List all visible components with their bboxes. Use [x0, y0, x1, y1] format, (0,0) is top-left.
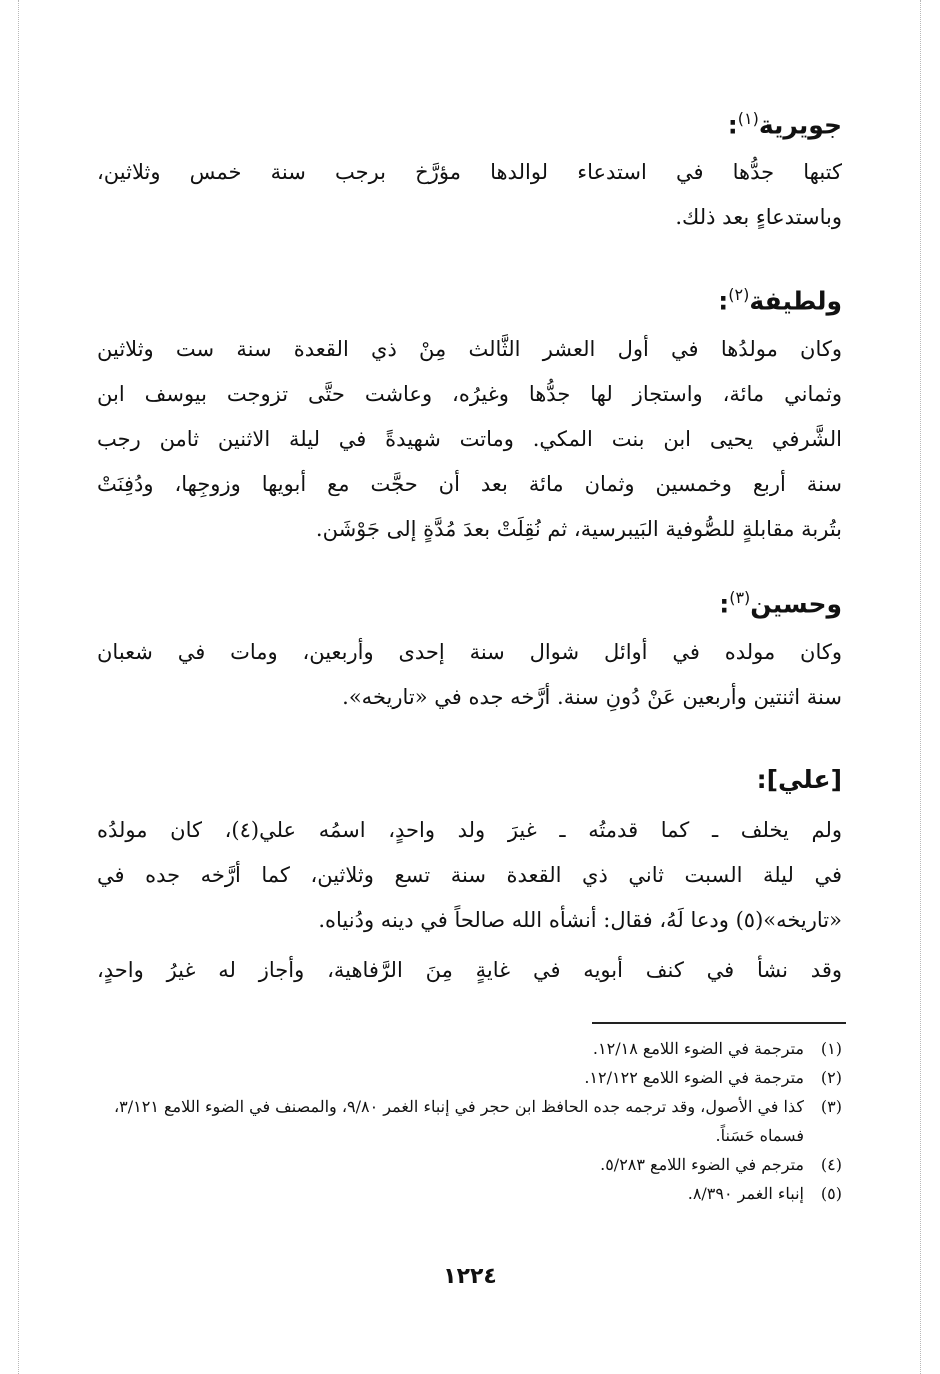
text-line: وكان مولده في أوائل شوال سنة إحدى وأربعين، ومات في شعبان [97, 640, 842, 664]
page-edge-right [920, 0, 921, 1374]
paragraph-latifa [97, 327, 842, 552]
heading-text: [علي] [766, 765, 842, 794]
text-line: سنة اثنتين وأربعين عَنْ دُونِ سنة. أرَّخه جده في «تاريخه». [342, 685, 842, 709]
footnote-number: (٤) [820, 1155, 842, 1174]
footnote [97, 1092, 842, 1150]
paragraph-juwayriya [97, 150, 842, 240]
text-line: ولم يخلف ـ كما قدمتُه ـ غيرَ ولد واحدٍ، اسمُه علي(٤)، كان مولدُه [97, 818, 842, 842]
footnotes [97, 1034, 842, 1208]
footnote-number: (٢) [820, 1068, 842, 1087]
footnote-ref: (٢) [728, 285, 750, 304]
footnote-number: (٣) [820, 1097, 842, 1116]
footnote-text: كذا في الأصول، وقد ترجمه جده الحافظ ابن حجر في إنباء الغمر ٩/٨٠، والمصنف في الضوء اللامع ٣/١٢١، فسماه حَسَناً. [113, 1097, 804, 1145]
page-edge-left [18, 0, 19, 1374]
footnote-text: مترجم في الضوء اللامع ٥/٢٨٣. [600, 1155, 804, 1174]
heading-text: وحسين [750, 589, 842, 619]
text-line: وثماني مائة، واستجاز لها جدُّها وغيرُه، وعاشت حتَّى تزوجت بيوسف ابن [97, 382, 842, 406]
footnote-text: إنباء الغمر ٨/٣٩٠. [687, 1184, 804, 1203]
paragraph-husayn [97, 630, 842, 720]
footnote-text: مترجمة في الضوء اللامع ١٢/١٢٢. [584, 1068, 804, 1087]
footnote [97, 1150, 842, 1179]
page-number: ١٢٢٤ [443, 1264, 497, 1289]
text-line: وكان مولدُها في أول العشر الثَّالث مِنْ ذي القعدة سنة ست وثلاثين [97, 337, 842, 361]
footnote-rule [592, 1022, 846, 1024]
paragraph-ali [97, 808, 842, 943]
footnote [97, 1063, 842, 1092]
text-line: وقد نشأ في كنف أبويه في غايةٍ مِنَ الرَّفاهية، وأجاز له غيرُ واحدٍ، [97, 958, 842, 982]
text-line: في ليلة السبت ثاني ذي القعدة سنة تسع وثلاثين، كما أرَّخه جده في [97, 863, 842, 887]
text-line: الشَّرفي يحيى ابن بنت المكي. وماتت شهيدةً في ليلة الاثنين ثامن رجب [97, 427, 842, 451]
paragraph-continuation [97, 948, 842, 993]
heading-text: جويرية [758, 110, 842, 140]
footnote [97, 1034, 842, 1063]
footnote-text: مترجمة في الضوء اللامع ١٢/١٨. [592, 1039, 804, 1058]
footnote-ref: (١) [737, 109, 759, 128]
text-line: بتُربة مقابلةٍ للصُّوفية البَيبرسية، ثم نُقِلَتْ بعدَ مُدَّةٍ إلى جَوْشَن. [315, 517, 842, 541]
section-heading-latifa: ولطيفة$^{(٢)}$: [718, 285, 842, 316]
footnote-number: (١) [820, 1039, 842, 1058]
footnote-number: (٥) [820, 1184, 842, 1203]
section-heading-husayn: وحسين$^{(٣)}$: [719, 588, 842, 619]
text-line: سنة أربع وخمسين وثمان مائة بعد أن حجَّت مع أبويها وزوجِها، ودُفِنَتْ [97, 472, 842, 496]
section-heading-juwayriya: جويرية$^{(١)}$: [727, 109, 842, 140]
text-line: «تاريخه»(٥) ودعا لَهُ، فقال: أنشأه الله صالحاً في دينه ودُنياه. [318, 908, 842, 932]
text-line: وباستدعاءٍ بعد ذلك. [675, 205, 842, 229]
text-line: كتبها جدُّها في استدعاء لوالدها مؤرَّخ برجب سنة خمس وثلاثين، [97, 160, 842, 184]
heading-text: ولطيفة [749, 286, 842, 316]
footnote-ref: (٣) [729, 588, 751, 607]
footnote [97, 1179, 842, 1208]
section-heading-ali: [علي]: [756, 765, 842, 794]
